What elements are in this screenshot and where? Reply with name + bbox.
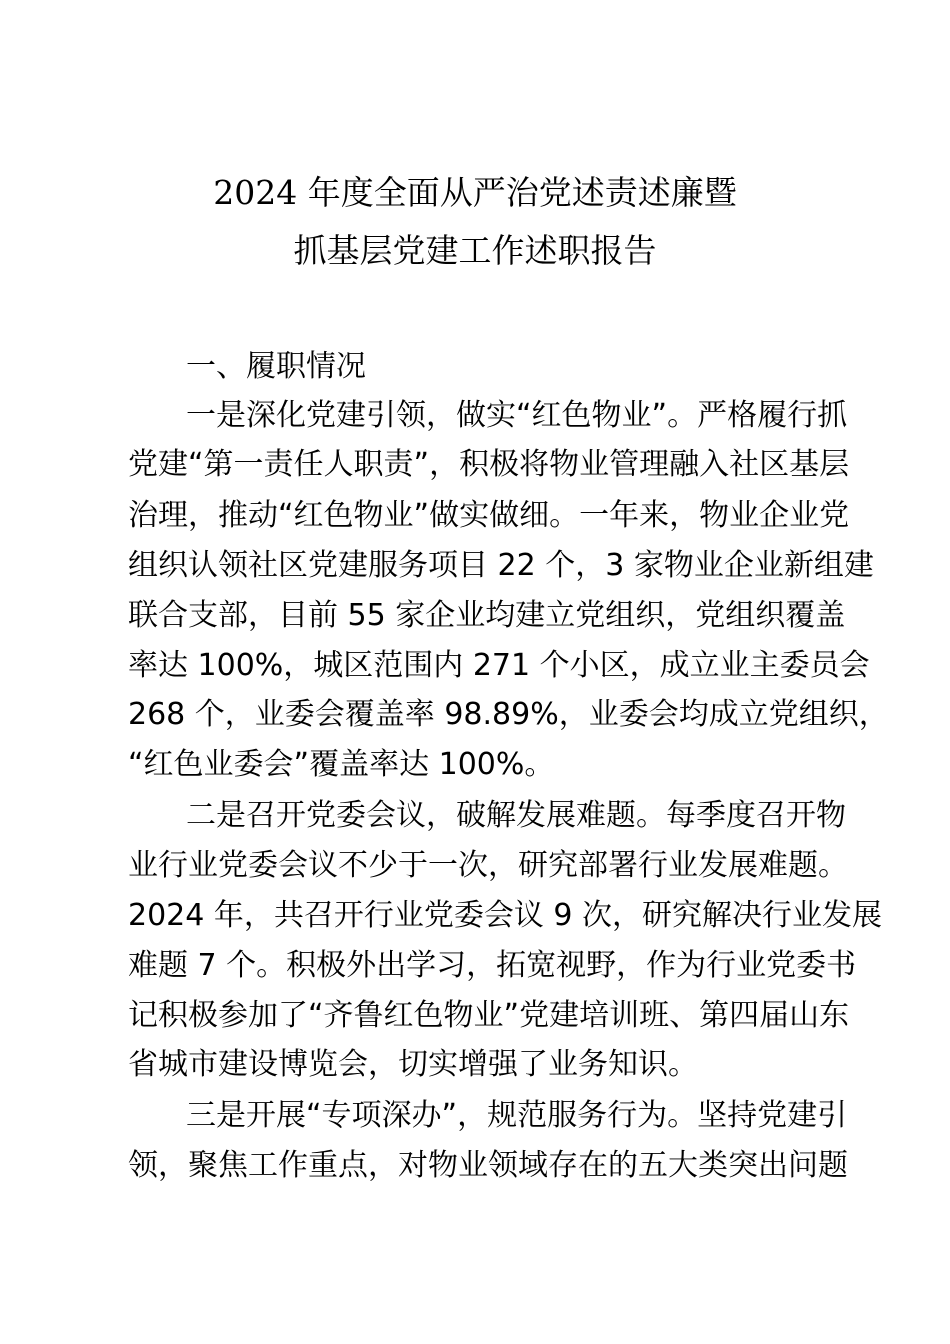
paragraph-2-line: 记积极参加了“齐鲁红色物业”党建培训班、第四届山东 [128, 998, 850, 1033]
paragraph-3-line: 三是开展“专项深办”，规范服务行为。坚持党建引 [186, 1098, 848, 1133]
paragraph-1-line: 一是深化党建引领，做实“红色物业”。严格履行抓 [186, 398, 848, 433]
paragraph-1-line: 率达 100%，城区范围内 271 个小区，成立业主委员会 [128, 648, 870, 683]
paragraph-2-line: 二是召开党委会议，破解发展难题。每季度召开物 [186, 798, 846, 833]
paragraph-1-line: 党建“第一责任人职责”，积极将物业管理融入社区基层 [128, 447, 850, 482]
paragraph-1-line: “红色业委会”覆盖率达 100%。 [128, 747, 555, 782]
paragraph-1-line: 组织认领社区党建服务项目 22 个，3 家物业企业新组建 [128, 548, 874, 583]
report-title-line-2: 抓基层党建工作述职报告 [293, 231, 657, 270]
paragraph-1-line: 268 个，业委会覆盖率 98.89%，业委会均成立党组织， [128, 697, 889, 732]
paragraph-3-line: 领，聚焦工作重点，对物业领域存在的五大类突出问题 [128, 1148, 848, 1183]
paragraph-2-line: 业行业党委会议不少于一次，研究部署行业发展难题。 [128, 848, 848, 883]
paragraph-2-line: 2024 年，共召开行业党委会议 9 次，研究解决行业发展 [128, 898, 883, 933]
report-title-line-1: 2024 年度全面从严治党述责述廉暨 [213, 173, 737, 212]
paragraph-2-line: 省城市建设博览会，切实增强了业务知识。 [128, 1047, 698, 1082]
paragraph-1-line: 联合支部，目前 55 家企业均建立党组织，党组织覆盖 [128, 598, 846, 633]
paragraph-1-line: 治理，推动“红色物业”做实做细。一年来，物业企业党 [128, 498, 850, 533]
section-heading: 一、履职情况 [186, 349, 366, 384]
paragraph-2-line: 难题 7 个。积极外出学习，拓宽视野，作为行业党委书 [128, 948, 857, 983]
